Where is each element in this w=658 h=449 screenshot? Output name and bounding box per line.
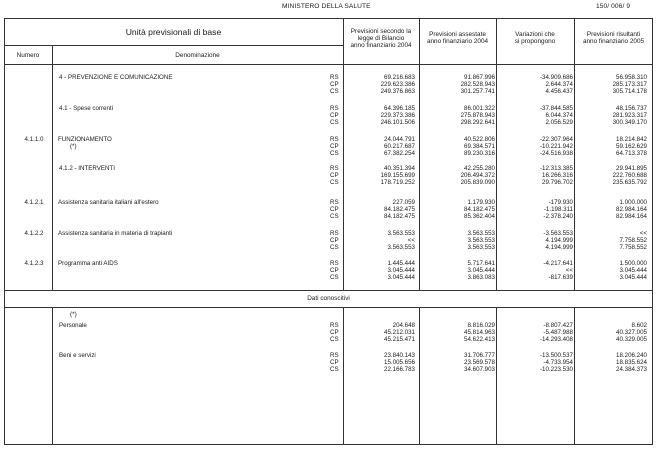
- value-risultanti: 281.923.317: [612, 112, 647, 119]
- divider-under-unita: [4, 45, 343, 46]
- type-cell: CP: [330, 267, 339, 274]
- divider-below-dati: [4, 307, 653, 308]
- denominazione-cell: (*): [70, 143, 77, 150]
- value-bilancio: 204.648: [392, 322, 415, 329]
- table-row: [0, 366, 658, 373]
- value-assestate: 40.522.806: [464, 136, 495, 143]
- table-row: [0, 199, 658, 206]
- value-assestate: 91.867.996: [464, 74, 495, 81]
- value-variazioni: 4.456.437: [545, 88, 573, 95]
- value-assestate: 84.182.475: [464, 206, 495, 213]
- value-risultanti: 59.162.629: [616, 143, 647, 150]
- table-row: [0, 237, 658, 244]
- table-row: [0, 322, 658, 329]
- value-risultanti: 40.327.005: [616, 329, 647, 336]
- value-bilancio: 67.382.254: [384, 150, 415, 157]
- type-cell: RS: [330, 199, 339, 206]
- value-variazioni: 16.266.316: [542, 172, 573, 179]
- value-assestate: 86.001.322: [464, 105, 495, 112]
- value-bilancio: 227.059: [392, 199, 415, 206]
- value-bilancio: 229.373.386: [380, 112, 415, 119]
- table-row: [0, 359, 658, 366]
- value-assestate: 23.569.578: [464, 359, 495, 366]
- table-row: [0, 88, 658, 95]
- value-variazioni: -4.217.641: [543, 260, 573, 267]
- value-risultanti: 18.835.624: [616, 359, 647, 366]
- value-risultanti: 24.384.373: [616, 366, 647, 373]
- type-cell: CP: [330, 237, 339, 244]
- value-bilancio: 3.563.553: [387, 244, 415, 251]
- header-col2-l2: anno finanziario 2004: [426, 38, 489, 45]
- value-variazioni: -24.516.938: [539, 150, 573, 157]
- value-bilancio: 3.045.444: [387, 267, 415, 274]
- value-bilancio: 69.216.683: [384, 74, 415, 81]
- value-assestate: 89.230.316: [464, 150, 495, 157]
- table-row: [0, 136, 658, 143]
- header-col4-l1: Previsioni risultanti: [586, 31, 641, 38]
- type-cell: CP: [330, 172, 339, 179]
- value-assestate: 34.607.903: [464, 366, 495, 373]
- value-risultanti: 29.941.895: [616, 165, 647, 172]
- value-bilancio: 229.623.386: [380, 81, 415, 88]
- value-risultanti: 48.156.737: [616, 105, 647, 112]
- value-assestate: 69.384.571: [464, 143, 495, 150]
- value-variazioni: 29.796.702: [542, 179, 573, 186]
- value-variazioni: -2.378.240: [543, 213, 573, 220]
- value-bilancio: 246.101.506: [380, 119, 415, 126]
- value-bilancio: 84.182.475: [384, 213, 415, 220]
- value-bilancio: 22.166.783: [384, 366, 415, 373]
- value-risultanti: <<: [639, 230, 647, 237]
- numero-cell: 4.1.2.3: [24, 260, 44, 267]
- value-assestate: 206.494.372: [460, 172, 495, 179]
- ministry-header: MINISTERO DELLA SALUTE: [282, 3, 371, 10]
- value-risultanti: 1.500.000: [619, 260, 647, 267]
- value-assestate: 3.563.553: [467, 230, 495, 237]
- type-cell: RS: [330, 230, 339, 237]
- type-cell: CP: [330, 206, 339, 213]
- header-col3-l2: si propongono: [514, 38, 556, 45]
- value-variazioni: -1.198.311: [543, 206, 573, 213]
- value-risultanti: 300.349.170: [612, 119, 647, 126]
- page-code: 150/ 006/ 9: [596, 3, 631, 10]
- value-assestate: 8.816.029: [467, 322, 495, 329]
- numero-cell: 4.1.2.2: [24, 230, 44, 237]
- value-variazioni: -179.930: [548, 199, 573, 206]
- value-risultanti: 3.045.444: [619, 267, 647, 274]
- value-risultanti: 235.635.792: [612, 179, 647, 186]
- value-bilancio: 84.182.475: [384, 206, 415, 213]
- table-row: [0, 329, 658, 336]
- value-bilancio: 15.005.656: [384, 359, 415, 366]
- value-assestate: 3.863.083: [467, 274, 495, 281]
- value-assestate: 1.179.930: [467, 199, 495, 206]
- type-cell: CP: [330, 112, 339, 119]
- table-row: [0, 274, 658, 281]
- value-bilancio: 45.215.471: [384, 336, 415, 343]
- header-col1-l3: anno finanziario 2004: [350, 42, 412, 49]
- value-variazioni: -13.500.537: [539, 352, 573, 359]
- value-bilancio: 24.044.791: [384, 136, 415, 143]
- value-assestate: 3.563.553: [467, 237, 495, 244]
- table-row: [0, 81, 658, 88]
- value-risultanti: 1.000.000: [619, 199, 647, 206]
- value-bilancio: 64.396.185: [384, 105, 415, 112]
- header-unita: Unità previsionali di base: [125, 27, 222, 37]
- value-variazioni: -5.487.988: [543, 329, 573, 336]
- value-risultanti: 18.206.240: [616, 352, 647, 359]
- value-variazioni: -3.563.553: [543, 230, 573, 237]
- table-row: [0, 336, 658, 343]
- value-risultanti: 82.984.164: [616, 213, 647, 220]
- value-variazioni: <<: [565, 267, 573, 274]
- value-risultanti: 40.329.005: [616, 336, 647, 343]
- value-bilancio: 3.045.444: [387, 274, 415, 281]
- denominazione-cell: Beni e servizi: [59, 352, 96, 359]
- value-risultanti: 64.713.378: [616, 150, 647, 157]
- value-assestate: 282.528.943: [460, 81, 495, 88]
- type-cell: CS: [330, 274, 339, 281]
- value-risultanti: 7.758.552: [619, 237, 647, 244]
- denominazione-cell: 4 - PREVENZIONE E COMUNICAZIONE: [59, 74, 173, 81]
- type-cell: CP: [330, 329, 339, 336]
- denominazione-cell: 4.1.2 - INTERVENTI: [59, 165, 115, 172]
- table-row: [0, 165, 658, 172]
- value-variazioni: -14.293.408: [539, 336, 573, 343]
- table-row: [0, 179, 658, 186]
- value-variazioni: -4.733.954: [543, 359, 573, 366]
- value-assestate: 301.257.741: [460, 88, 495, 95]
- value-assestate: 85.362.404: [464, 213, 495, 220]
- table-row: [0, 213, 658, 220]
- denominazione-cell: Assistenza sanitaria in materia di trapianti: [58, 230, 173, 237]
- table-row: [0, 230, 658, 237]
- value-assestate: 42.255.280: [464, 165, 495, 172]
- value-assestate: 275.878.943: [460, 112, 495, 119]
- type-cell: RS: [330, 165, 339, 172]
- dati-note: (*): [70, 311, 77, 318]
- denominazione-cell: 4.1 - Spese correnti: [59, 105, 113, 112]
- type-cell: CP: [330, 81, 339, 88]
- header-col1-l2: legge di Bilancio: [357, 35, 405, 42]
- value-assestate: 5.717.641: [467, 260, 495, 267]
- value-assestate: 54.622.413: [464, 336, 495, 343]
- type-cell: RS: [330, 74, 339, 81]
- value-risultanti: 222.760.688: [612, 172, 647, 179]
- value-bilancio: 1.445.444: [387, 260, 415, 267]
- denominazione-cell: Assistenza sanitaria italiani all'estero: [58, 199, 159, 206]
- type-cell: RS: [330, 322, 339, 329]
- value-variazioni: -22.307.964: [539, 136, 573, 143]
- value-variazioni: 2.056.529: [545, 119, 573, 126]
- type-cell: RS: [330, 260, 339, 267]
- value-bilancio: 249.376.863: [380, 88, 415, 95]
- table-row: [0, 352, 658, 359]
- value-variazioni: 4.194.999: [545, 237, 573, 244]
- value-variazioni: -37.844.585: [539, 105, 573, 112]
- header-numero: Numero: [16, 52, 40, 59]
- value-bilancio: <<: [407, 237, 415, 244]
- value-assestate: 298.292.641: [460, 119, 495, 126]
- value-variazioni: -12.313.385: [539, 165, 573, 172]
- table-row: [0, 150, 658, 157]
- type-cell: CS: [330, 88, 339, 95]
- header-col2-l1: Previsioni assestate: [429, 31, 486, 38]
- table-row: [0, 119, 658, 126]
- value-risultanti: 82.984.164: [616, 206, 647, 213]
- value-risultanti: 285.173.317: [612, 81, 647, 88]
- type-cell: CS: [330, 366, 339, 373]
- type-cell: CS: [330, 336, 339, 343]
- denominazione-cell: Programma anti AIDS: [58, 260, 118, 267]
- denominazione-cell: Personale: [59, 322, 87, 329]
- denominazione-cell: FUNZIONAMENTO: [58, 136, 112, 143]
- value-bilancio: 178.719.252: [380, 179, 415, 186]
- type-cell: RS: [330, 136, 339, 143]
- value-risultanti: 305.714.178: [612, 88, 647, 95]
- table-row: [0, 143, 658, 150]
- value-variazioni: -817.639: [548, 274, 573, 281]
- value-assestate: 205.839.090: [460, 179, 495, 186]
- table-row: [0, 105, 658, 112]
- value-variazioni: -10.223.530: [539, 366, 573, 373]
- value-risultanti: 3.045.444: [619, 274, 647, 281]
- value-variazioni: -10.221.942: [539, 143, 573, 150]
- header-col4-l2: anno finanziario 2005: [582, 38, 645, 45]
- numero-cell: 4.1.2.1: [24, 199, 44, 206]
- type-cell: CP: [330, 143, 339, 150]
- table-row: [0, 112, 658, 119]
- value-risultanti: 56.958.310: [616, 74, 647, 81]
- type-cell: CS: [330, 150, 339, 157]
- divider-above-dati: [4, 290, 653, 291]
- type-cell: CS: [330, 244, 339, 251]
- table-row: [0, 244, 658, 251]
- dati-title: Dati conoscitivi: [307, 295, 350, 302]
- value-assestate: 3.045.444: [467, 267, 495, 274]
- table-row: [0, 260, 658, 267]
- table-row: [0, 74, 658, 81]
- value-bilancio: 3.563.553: [387, 230, 415, 237]
- value-bilancio: 60.217.687: [384, 143, 415, 150]
- type-cell: CP: [330, 359, 339, 366]
- value-bilancio: 23.840.143: [384, 352, 415, 359]
- table-row: [0, 267, 658, 274]
- type-cell: CS: [330, 213, 339, 220]
- value-variazioni: -8.807.427: [543, 322, 573, 329]
- value-bilancio: 40.351.394: [384, 165, 415, 172]
- value-bilancio: 45.212.031: [384, 329, 415, 336]
- value-variazioni: 6.044.374: [545, 112, 573, 119]
- type-cell: CS: [330, 119, 339, 126]
- value-variazioni: 2.644.374: [545, 81, 573, 88]
- header-col3-l1: Variazioni che: [515, 31, 555, 38]
- value-variazioni: -34.909.686: [539, 74, 573, 81]
- value-assestate: 3.563.553: [467, 244, 495, 251]
- numero-cell: 4.1.1.0: [24, 136, 44, 143]
- header-col1-l1: Previsioni secondo la: [350, 28, 412, 35]
- value-bilancio: 169.155.699: [380, 172, 415, 179]
- table-row: [0, 206, 658, 213]
- value-assestate: 45.814.963: [464, 329, 495, 336]
- type-cell: RS: [330, 352, 339, 359]
- value-assestate: 31.706.777: [464, 352, 495, 359]
- value-risultanti: 7.758.552: [619, 244, 647, 251]
- type-cell: RS: [330, 105, 339, 112]
- divider-under-header: [4, 64, 653, 65]
- value-risultanti: 18.214.842: [616, 136, 647, 143]
- value-risultanti: 8.602: [631, 322, 647, 329]
- header-denominazione: Denominazione: [175, 52, 220, 59]
- value-variazioni: 4.194.999: [545, 244, 573, 251]
- table-row: [0, 172, 658, 179]
- type-cell: CS: [330, 179, 339, 186]
